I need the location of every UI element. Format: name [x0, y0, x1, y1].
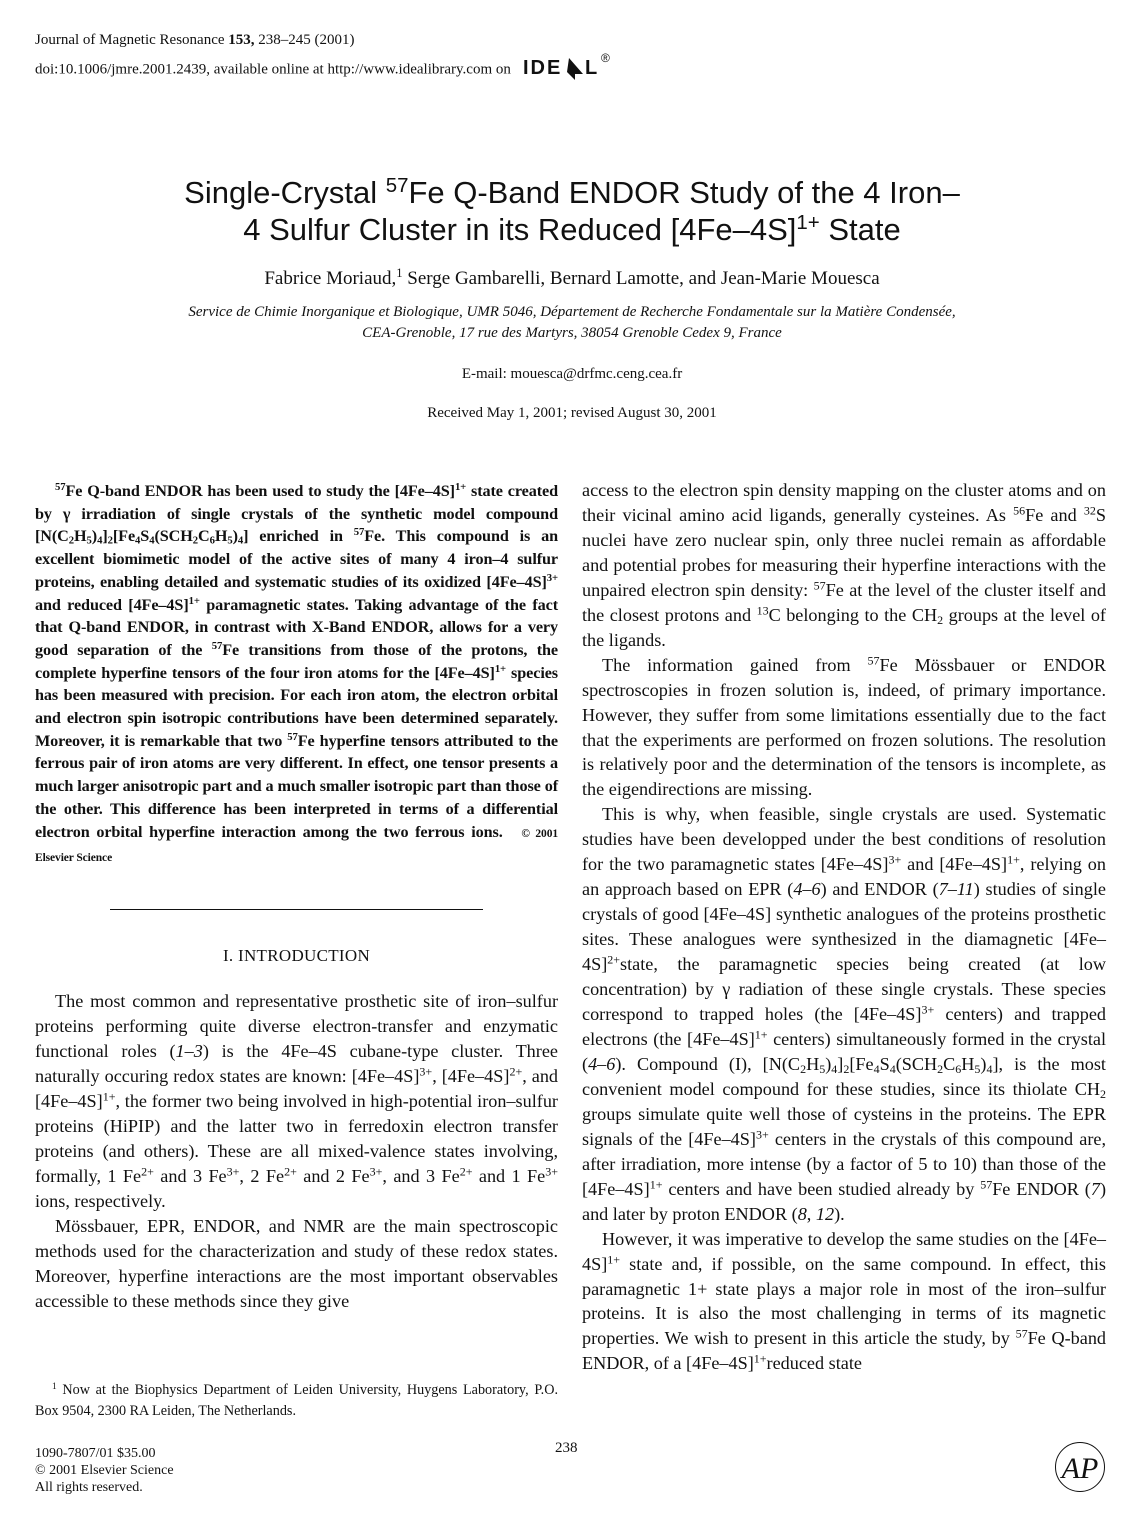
affiliation-line-1: Service de Chimie Inorganique et Biologique, UMR 5046, Département de Recherche Fondamentale sur la Matière Condensée, — [188, 304, 956, 320]
footnote — [35, 1380, 558, 1422]
author-rest: Serge Gambarelli, Bernard Lamotte, and Jean-Marie Mouesca — [402, 268, 880, 289]
publisher-logo-text: AP — [1061, 1452, 1099, 1485]
abstract-divider — [110, 909, 483, 910]
received-date: Received May 1, 2001; revised August 30, 2001 — [427, 405, 717, 421]
journal-name: Journal of Magnetic Resonance — [35, 32, 225, 48]
title-text-4: State — [819, 212, 901, 247]
journal-pages-year: 238–245 (2001) — [258, 32, 355, 48]
intro-right-column — [582, 478, 1106, 1376]
footer-copyright: © 2001 Elsevier Science — [35, 1463, 174, 1478]
intro-paragraph-2-continued: access to the electron spin density mapping on the cluster atoms and on their vicinal amino acid ligands, generally cysteines. As $^{56}$Fe and $^{32}$S nuclei have zero nuclear spin, only three nuclei remain as affordable and potential probes for measuring their hyperfine interactions with the unpaired electron spin density: $^{57}$Fe at the level of the cluster itself and the closest protons and $^{13}$C belonging to the $CH_2$ groups at the level of the ligands. — [582, 480, 1106, 650]
svg-text:IDE: IDE — [522, 57, 562, 79]
svg-text:®: ® — [600, 51, 610, 65]
publisher-logo-graphic — [1053, 1440, 1107, 1494]
email: E-mail: mouesca@drfmc.ceng.cea.fr — [461, 366, 683, 382]
journal-citation — [35, 30, 617, 50]
intro-paragraph-2: Mössbauer, EPR, ENDOR, and NMR are the main spectroscopic methods used for the characterization and study of these redox states. Moreover, hyperfine interactions are the most important observables accessible to these methods since they give — [35, 1216, 558, 1311]
footer-rights: All rights reserved. — [35, 1480, 143, 1495]
publisher-logo — [1053, 1440, 1107, 1499]
intro-paragraph-3: The information gained from $^{57}$Fe Mössbauer or ENDOR spectroscopies in frozen solution is, indeed, of primary importance. However, they suffer from some limitations essentially due to the fact that the experiments are performed on frozen solutions. The resolution is relatively poor and the determination of the tensors is incomplete, as the eigendirections are missing. — [582, 653, 1106, 800]
title-text-3: 4 Sulfur Cluster in its Reduced [4Fe–4S] — [243, 212, 797, 247]
ideal-logo — [521, 50, 617, 90]
abstract-column — [35, 480, 558, 870]
ideal-logo-graphic — [521, 50, 617, 84]
page-number: 238 — [555, 1440, 578, 1456]
footer-info — [35, 1445, 174, 1496]
intro-paragraph-4: This is why, when feasible, single crystals are used. Systematic studies have been developped under the best conditions of resolution for the two paramagnetic states $[4Fe-4S]^{3+}$ and $[4Fe-4S]^{1+}$, relying on an approach based on EPR (4–6) and ENDOR (7–11) studies of single crystals of good [4Fe–4S] synthetic analogues of the proteins prosthetic sites. These analogues were synthesized in the diamagnetic $[4Fe-4S]^{2+}state$, the paramagnetic species being created (at low concentration) by γ radiation of these single crystals. These species correspond to trapped holes (the $[4Fe-4S]^{3+}$ centers) and trapped electrons (the $[4Fe-4S]^{1+}$ centers) simultaneously formed in the crystal (4–6). Compound (I), $[N(C_2H_5)_4]_2[Fe_4S_4(SCH_2C_6H_5)_4]$, is the most convenient model compound for these studies, since its thiolate $CH_2$ groups simulate quite well those of cysteins in the proteins. The EPR signals of the $[4Fe-4S]^{3+}$ centers in the crystals of this compound are, after irradiation, more intense (by a factor of 5 to 10) than those of the $[4Fe-4S]^{1+}$ centers and have been studied already by $^{57}$Fe ENDOR (7) and later by proton ENDOR (8, 12). — [582, 804, 1106, 1224]
title-text-1: Single-Crystal — [184, 175, 386, 210]
footer-issn: 1090-7807/01 $35.00 — [35, 1446, 156, 1461]
title-charge: 1+ — [796, 210, 820, 234]
intro-left-column — [35, 989, 558, 1314]
journal-doi-line — [35, 50, 617, 90]
title-block — [60, 174, 1084, 422]
author-footnote-mark: 1 — [396, 266, 403, 281]
journal-header — [35, 30, 617, 90]
intro-paragraph-1: The most common and representative prosthetic site of iron–sulfur proteins performing quite diverse electron-transfer and enzymatic functional roles (1–3) is the 4Fe–4S cubane-type cluster. Three naturally occuring redox states are known: $[4Fe-4S]^{3+}$, $[4Fe-4S]^{2+}$, and $[4Fe-4S]^{1+}$, the former two being involved in high-potential iron–sulfur proteins (HiPIP) and the latter two in ferredoxin electron transfer proteins (and others). These are all mixed-valence states involving, formally, 1 $Fe^{2+}$ and 3 $Fe^{3+}$, 2 $Fe^{2+}$ and 2 $Fe^{3+}$, and 3 $Fe^{2+}$ and 1 $Fe^{3+}$ ions, respectively. — [35, 991, 559, 1211]
section-heading: I. INTRODUCTION — [222, 946, 371, 965]
doi-text: doi:10.1006/jmre.2001.2439, available online at http://www.idealibrary.com on — [35, 61, 511, 78]
paper-title — [60, 174, 1084, 248]
abstract: $^{57}$Fe Q-band ENDOR has been used to study the $[4Fe-4S]^{1+}$ state created by γ irradiation of single crystals of the synthetic model compound $[N(C_2H_5)_4]_2[Fe_4S_4(SCH_2C_6H_5)_4]$ enriched in $^{57}$Fe. This compound is an excellent biomimetic model of the active sites of many 4 iron–4 sulfur proteins, enabling detailed and systematic studies of its oxidized $[4Fe-4S]^{3+}$ and reduced $[4Fe-4S]^{1+}$ paramagnetic states. Taking advantage of the fact that Q-band ENDOR, in contrast with X-Band ENDOR, allows for a very good separation of the $^{57}$Fe transitions from those of the protons, the complete hyperfine tensors of the four iron atoms for the $[4Fe-4S]^{1+}$ species has been measured with precision. For each iron atom, the electron orbital and electron spin isotropic contributions have been determined separately. Moreover, it is remarkable that two $^{57}$Fe hyperfine tensors attributed to the ferrous pair of iron atoms are very different. In effect, one tensor presents a much larger anisotropic part and a much smaller isotropic part than those of the other. This difference has been interpreted in terms of a differential electron orbital hyperfine interaction among the two ferrous ions. © 2001 Elsevier Science — [35, 481, 558, 865]
journal-volume: 153, — [228, 32, 255, 48]
affiliation — [60, 302, 1084, 344]
affiliation-line-2: CEA-Grenoble, 17 rue des Martyrs, 38054 Grenoble Cedex 9, France — [362, 325, 782, 341]
intro-paragraph-5: However, it was imperative to develop the same studies on the $[4Fe-4S]^{1+}$ state and, if possible, on the same compound. In effect, this paramagnetic 1+ state plays a major role in most of the iron–sulfur proteins. It is also the most challenging in terms of its magnetic properties. We wish to present in this article the study, by $^{57}$Fe Q-band ENDOR, of a $[4Fe-4S]^{1+}reduced$ state — [582, 1228, 1107, 1374]
title-text-2: Fe Q-Band ENDOR Study of the 4 Iron– — [408, 175, 960, 210]
title-isotope: 57 — [385, 173, 409, 197]
footnote-mark: 1 — [52, 1381, 57, 1392]
footnote-text: Now at the Biophysics Department of Leiden University, Huygens Laboratory, P.O. Box 9504, 2300 RA Leiden, The Netherlands. — [35, 1382, 558, 1419]
svg-text:L: L — [584, 57, 597, 79]
author-list — [60, 268, 1084, 290]
author-first: Fabrice Moriaud, — [264, 268, 397, 289]
abstract-copyright: © 2001 Elsevier Science — [35, 827, 558, 865]
